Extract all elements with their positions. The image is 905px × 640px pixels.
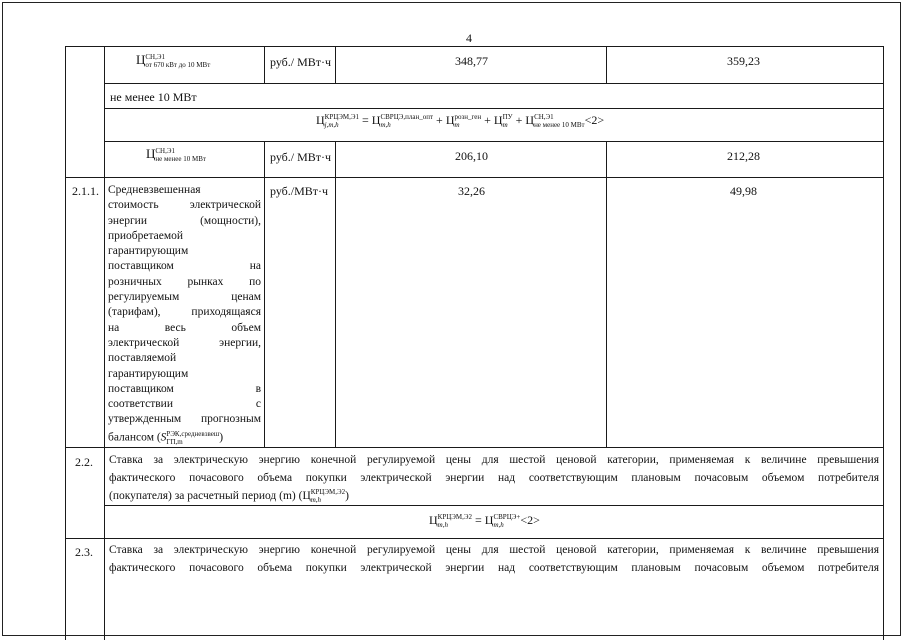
formula-e2-note-ref: <2> [520, 513, 540, 527]
row-2-2-number: 2.2. [75, 455, 93, 469]
formula-e2-lhs-sub: m,h [437, 521, 448, 530]
desc-line-7: розничных рынках по [108, 275, 261, 288]
formula-price-t3: Ц [493, 113, 503, 127]
desc-line-4: приобретаемой [108, 229, 184, 242]
desc-line-5: гарантирующим [108, 245, 189, 258]
desc-line-16: утвержденным прогнозным [108, 413, 261, 426]
row-2-2-line-2: фактического почасового объема покупки электрической энергии над соответствующим плановым почасовым объемом потребителя [109, 472, 879, 484]
formula-price-t4: Ц [525, 113, 535, 127]
row-2-2-description [109, 450, 879, 506]
formula-e2-rhs-sub: m,h [493, 521, 504, 530]
row-divider-3 [104, 141, 883, 142]
formula-price-t2: Ц [445, 113, 455, 127]
desc-line-1: Средневзвешенная [108, 184, 201, 196]
desc-line-8: регулируемым ценам [108, 291, 261, 304]
label-sup: СН,Э1 [155, 147, 175, 156]
formula-price-t1: Ц [371, 113, 381, 127]
row-2-3-line-2: фактического почасового объема покупки электрической энергии над соответствующим плановым почасовым объемом потребителя [109, 562, 879, 574]
desc-last-sup: РЭК,средневзвеш [166, 429, 220, 438]
desc-line-13: гарантирующим [108, 367, 189, 380]
formula-price-lhs: Ц [316, 113, 325, 127]
table-border-left [65, 46, 66, 640]
formula-t1-sub: m,h [380, 121, 391, 130]
col-divider-unit-b [335, 141, 336, 447]
formula-e1 [316, 113, 604, 129]
desc-last-prefix: балансом ( [108, 431, 161, 444]
row-2-1-1-description [108, 183, 261, 446]
desc-line-9: (тарифам), приходящаяся [108, 306, 261, 319]
desc-line-2: стоимость электрической [108, 199, 261, 212]
formula-t2-sub: m [454, 121, 460, 130]
formula-t3-sub: m [502, 121, 508, 130]
row-2-2-suffix: ) [345, 490, 349, 502]
formula-t4-sup: СН,Э1 [534, 113, 554, 122]
row-2-1-1-value-1: 32,26 [458, 184, 485, 198]
row-2-3-description [109, 541, 879, 577]
formula-e2-price-rhs: Ц [484, 513, 494, 527]
formula-e2-price-lhs: Ц [429, 513, 438, 527]
desc-last-symbol: S [160, 431, 167, 444]
table-border-right [883, 46, 884, 640]
desc-line-6: поставщиком на [108, 260, 261, 273]
formula-e2-equals: = [475, 513, 482, 527]
desc-line-3: энергии (мощности), [108, 214, 261, 227]
not-less-10-caption: не менее 10 МВт [110, 90, 197, 104]
formula-plus-1: + [436, 113, 443, 127]
col-divider-values-b [606, 141, 607, 447]
not-less-10-label [146, 147, 206, 163]
row-670-value-1: 348,77 [455, 54, 488, 68]
row-2-2-line-3 [109, 487, 879, 506]
formula-e2 [429, 513, 540, 529]
row-divider-5 [65, 447, 883, 448]
row-670-label [136, 53, 210, 69]
row-divider-2 [104, 108, 883, 109]
formula-t2-sup: розн_ген [454, 113, 482, 122]
formula-lhs-sub: j,m,h [324, 121, 339, 130]
row-2-1-1-number: 2.1.1. [72, 184, 99, 198]
row-divider-1 [104, 83, 883, 84]
formula-e2-lhs-sup: КРЦЭМ,Э2 [437, 513, 473, 522]
label-sup: СН,Э1 [145, 53, 165, 62]
desc-line-15: соответствии с [108, 398, 261, 411]
col-divider-label-a [264, 46, 265, 83]
page-number: 4 [466, 31, 472, 45]
formula-note-ref: <2> [584, 113, 605, 127]
price-symbol: Ц [136, 52, 146, 67]
row-divider-7 [65, 538, 883, 539]
row-670-unit: руб./ МВт·ч [270, 55, 332, 69]
not-less-10-value-1: 206,10 [455, 149, 488, 163]
row-2-1-1-unit: руб./МВт·ч [270, 184, 329, 198]
col-divider-number [104, 46, 105, 640]
formula-t4-sub: не менее 10 МВт [534, 121, 585, 130]
desc-last-sub: ГП,m [166, 437, 183, 446]
formula-t3-sup: ПУ [502, 113, 513, 122]
formula-plus-3: + [515, 113, 523, 127]
desc-line-11: электрической энергии, [108, 336, 261, 349]
col-divider-label-b [264, 141, 265, 447]
row-670-value-2: 359,23 [727, 54, 760, 68]
desc-line-10: на весь объем [108, 321, 261, 334]
col-divider-values-a [606, 46, 607, 83]
label-sub: не менее 10 МВт [155, 155, 206, 164]
desc-line-17 [108, 430, 261, 446]
row-2-3-number: 2.3. [75, 545, 93, 559]
not-less-10-value-2: 212,28 [727, 149, 760, 163]
label-sub: от 670 кВт до 10 МВт [145, 61, 211, 70]
formula-t1-sup: СВРЦЭ,план_опт [380, 113, 434, 122]
col-divider-unit-a [335, 46, 336, 83]
formula-equals: = [362, 113, 369, 127]
formula-e2-rhs-sup: СВРЦЭ+ [493, 513, 521, 522]
row-2-2-sub: m,h [310, 496, 322, 505]
row-divider-4 [65, 177, 883, 178]
row-2-3-line-1: Ставка за электрическую энергию конечной регулируемой цены для шестой ценовой категории, применяемая к величине превышения [109, 544, 879, 556]
table-top-border [65, 46, 883, 47]
formula-plus-2: + [484, 113, 491, 127]
row-2-2-line-3-prefix: (покупателя) за расчетный период (m) ( [109, 490, 303, 502]
price-symbol: Ц [146, 146, 156, 161]
formula-lhs-sup: КРЦЭМ,Э1 [324, 113, 360, 122]
desc-last-suffix: ) [219, 431, 224, 444]
row-2-2-sup: КРЦЭМ,Э2 [310, 488, 346, 497]
not-less-10-unit: руб./ МВт·ч [270, 150, 332, 164]
desc-line-14: поставщиком в [108, 382, 261, 395]
row-2-2-line-1: Ставка за электрическую энергию конечной регулируемой цены для шестой ценовой категории, применяемая к величине превышения [109, 454, 879, 466]
row-2-1-1-value-2: 49,98 [730, 184, 757, 198]
desc-line-12: поставляемой [108, 352, 177, 365]
row-2-2-price: Ц [302, 490, 311, 502]
